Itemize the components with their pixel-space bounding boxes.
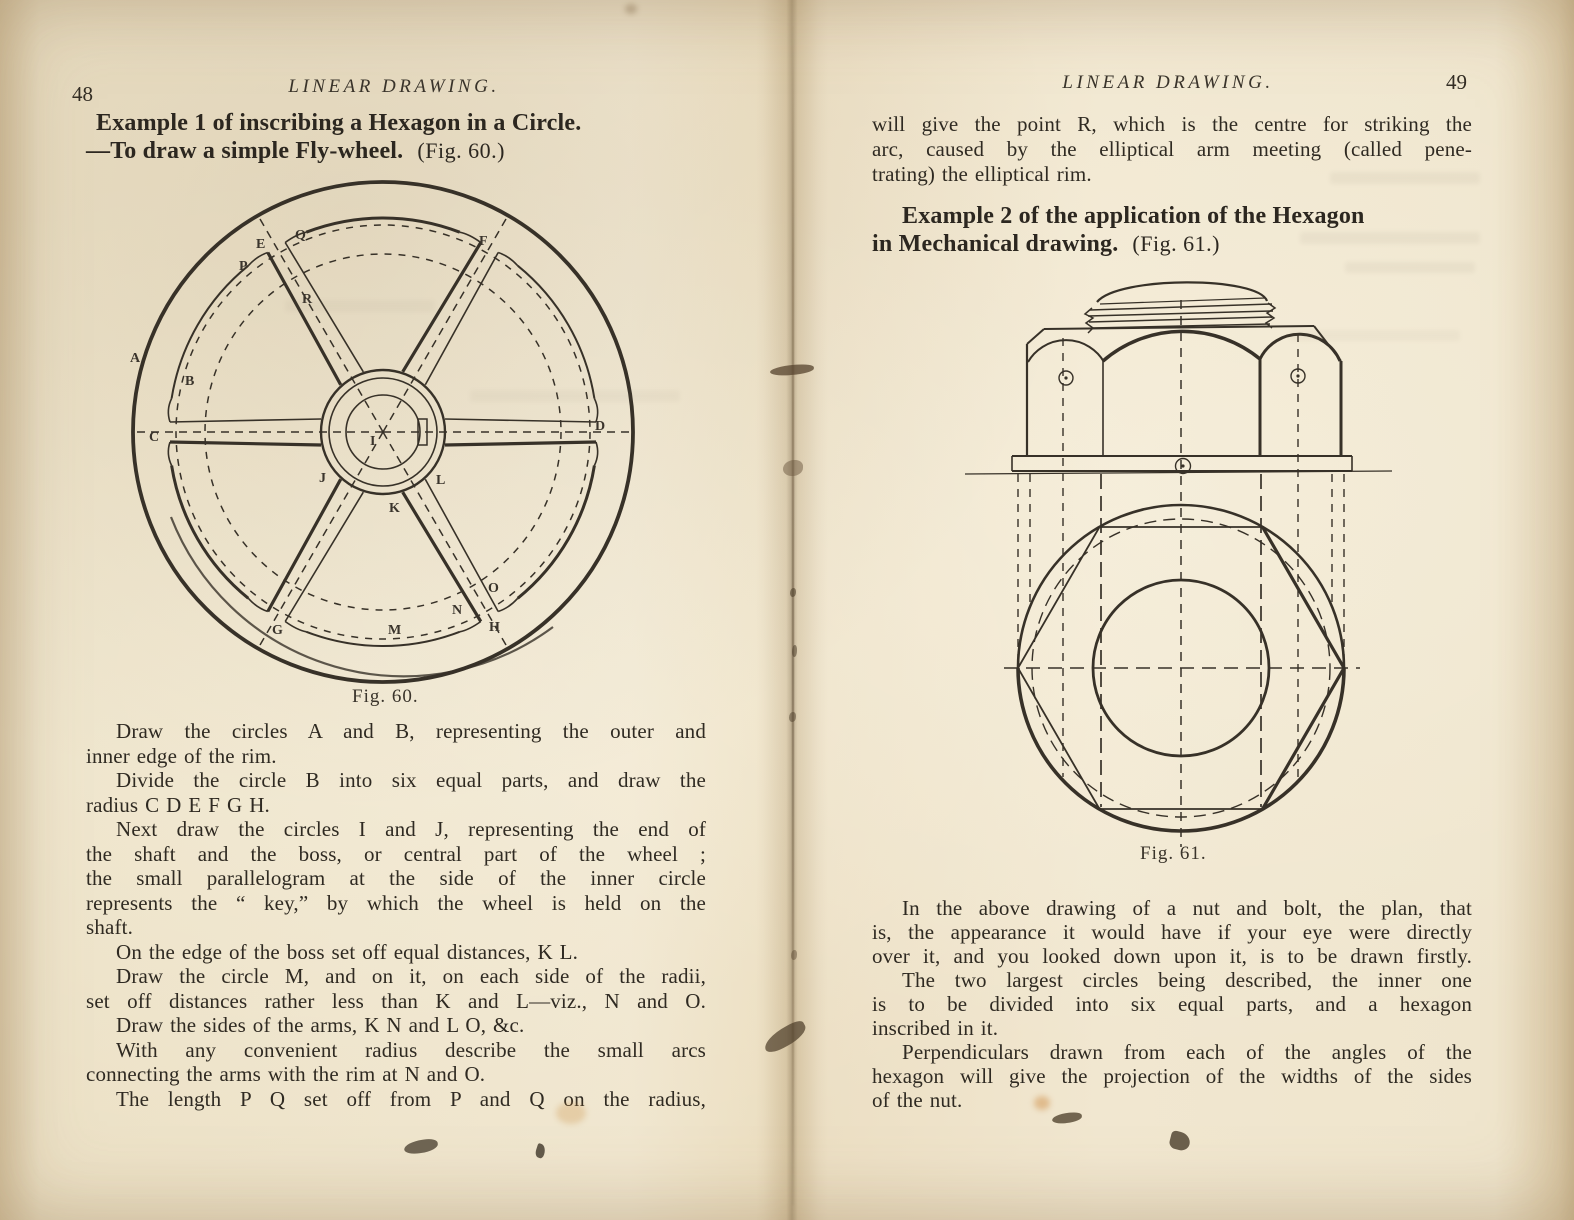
gutter-speck bbox=[791, 950, 797, 960]
stain bbox=[625, 4, 637, 14]
gutter-speck bbox=[790, 588, 796, 597]
body-line: Divide the circle B into six equal parts, and draw the bbox=[116, 768, 706, 792]
ink-mark bbox=[1168, 1130, 1192, 1152]
body-line: the small parallelogram at the side of the inner circle bbox=[86, 866, 706, 890]
wheel-dashed-radii bbox=[133, 216, 633, 649]
page-number-left: 48 bbox=[72, 82, 93, 106]
label-r: R bbox=[302, 292, 313, 307]
heading-right-line2 bbox=[872, 231, 1220, 258]
ink-mark bbox=[403, 1138, 438, 1156]
heading-left-line2 bbox=[86, 138, 505, 165]
label-k: K bbox=[389, 501, 400, 516]
nut-plan bbox=[1004, 505, 1360, 831]
gutter-smudge bbox=[783, 460, 803, 476]
body-line: trating) the elliptical rim. bbox=[872, 162, 1092, 186]
page-number-right: 49 bbox=[1446, 70, 1467, 94]
label-d: D bbox=[595, 419, 606, 434]
body-line: Draw the circle M, and on it, on each side of the radii, bbox=[116, 964, 706, 988]
washer bbox=[965, 456, 1392, 474]
gutter-speck bbox=[789, 712, 796, 722]
heading-left-line1: Example 1 of inscribing a Hexagon in a Circle. bbox=[96, 110, 582, 136]
body-line: The length P Q set off from P and Q on the radius, bbox=[116, 1087, 706, 1111]
body-line: With any convenient radius describe the small arcs bbox=[116, 1038, 706, 1062]
body-line: connecting the arms with the rim at N and O. bbox=[86, 1062, 486, 1086]
body-line: Perpendiculars drawn from each of the angles of the bbox=[902, 1040, 1472, 1064]
figure-nut-bolt bbox=[940, 272, 1410, 852]
body-line: inscribed in it. bbox=[872, 1016, 999, 1040]
label-n: N bbox=[452, 603, 463, 618]
running-header-left: LINEAR DRAWING. bbox=[288, 76, 500, 97]
body-line: hexagon will give the projection of the widths of the sides bbox=[872, 1064, 1472, 1088]
showthrough bbox=[1300, 232, 1480, 244]
heading-left-figref: (Fig. 60.) bbox=[417, 138, 505, 163]
gutter-speck bbox=[792, 645, 797, 657]
heading-right-figref: (Fig. 61.) bbox=[1132, 231, 1220, 256]
body-line: over it, and you looked down upon it, is to be drawn firstly. bbox=[872, 944, 1472, 968]
ink-mark bbox=[1052, 1111, 1083, 1124]
label-i: I bbox=[370, 434, 376, 449]
heading-left-line2-bold: —To draw a simple Fly-wheel. bbox=[86, 138, 404, 164]
page-gutter bbox=[756, 0, 828, 1220]
body-line: In the above drawing of a nut and bolt, the plan, that bbox=[902, 896, 1472, 920]
label-e: E bbox=[256, 237, 266, 252]
figure-caption-61: Fig. 61. bbox=[1140, 843, 1207, 864]
body-line: On the edge of the boss set off equal distances, K L. bbox=[116, 940, 579, 964]
label-l: L bbox=[436, 473, 446, 488]
label-f: F bbox=[479, 234, 488, 249]
body-line: the shaft and the boss, or central part of the wheel ; bbox=[86, 842, 706, 866]
heading-right-line2-bold: in Mechanical drawing. bbox=[872, 231, 1119, 257]
body-line: is to be divided into six equal parts, and a hexagon bbox=[872, 992, 1472, 1016]
label-b: B bbox=[185, 374, 195, 389]
running-header-right: LINEAR DRAWING. bbox=[1062, 72, 1274, 93]
label-g: G bbox=[272, 623, 283, 638]
label-h: H bbox=[489, 620, 500, 635]
label-q: Q bbox=[295, 228, 306, 243]
label-p: P bbox=[239, 259, 248, 274]
label-j: J bbox=[319, 471, 326, 486]
body-line: arc, caused by the elliptical arm meeting (called pene- bbox=[872, 137, 1472, 161]
body-line: of the nut. bbox=[872, 1088, 963, 1112]
ink-mark bbox=[534, 1143, 547, 1159]
bolt-dome-base bbox=[1100, 298, 1265, 304]
heading-right-line1: Example 2 of the application of the Hexagon bbox=[902, 203, 1365, 229]
body-line: represents the “ key,” by which the wheel is held on the bbox=[86, 891, 706, 915]
label-m: M bbox=[388, 623, 402, 638]
body-line: set off distances rather less than K and L—viz., N and O. bbox=[86, 989, 706, 1013]
body-line: inner edge of the rim. bbox=[86, 744, 277, 768]
body-line: will give the point R, which is the centre for striking the bbox=[872, 112, 1472, 136]
gutter-smudge bbox=[760, 1018, 809, 1055]
body-line: Draw the sides of the arms, K N and L O, &c. bbox=[116, 1013, 525, 1037]
body-line: shaft. bbox=[86, 915, 133, 939]
label-c: C bbox=[149, 430, 160, 445]
wheel-outer-thick-arc bbox=[171, 517, 553, 676]
body-line: radius C D E F G H. bbox=[86, 793, 270, 817]
body-line: Next draw the circles I and J, representing the end of bbox=[116, 817, 706, 841]
label-o: O bbox=[488, 581, 499, 596]
body-line: is, the appearance it would have if your eye were directly bbox=[872, 920, 1472, 944]
gutter-crease-line bbox=[792, 25, 794, 1205]
gutter-smudge bbox=[770, 363, 815, 376]
nut-elevation bbox=[1027, 326, 1341, 456]
body-line: The two largest circles being described, the inner one bbox=[902, 968, 1472, 992]
label-a: A bbox=[130, 351, 141, 366]
wheel-labels bbox=[130, 228, 605, 638]
figure-caption-60: Fig. 60. bbox=[352, 686, 419, 707]
body-line: Draw the circles A and B, representing the outer and bbox=[116, 719, 706, 743]
figure-flywheel bbox=[103, 172, 663, 732]
